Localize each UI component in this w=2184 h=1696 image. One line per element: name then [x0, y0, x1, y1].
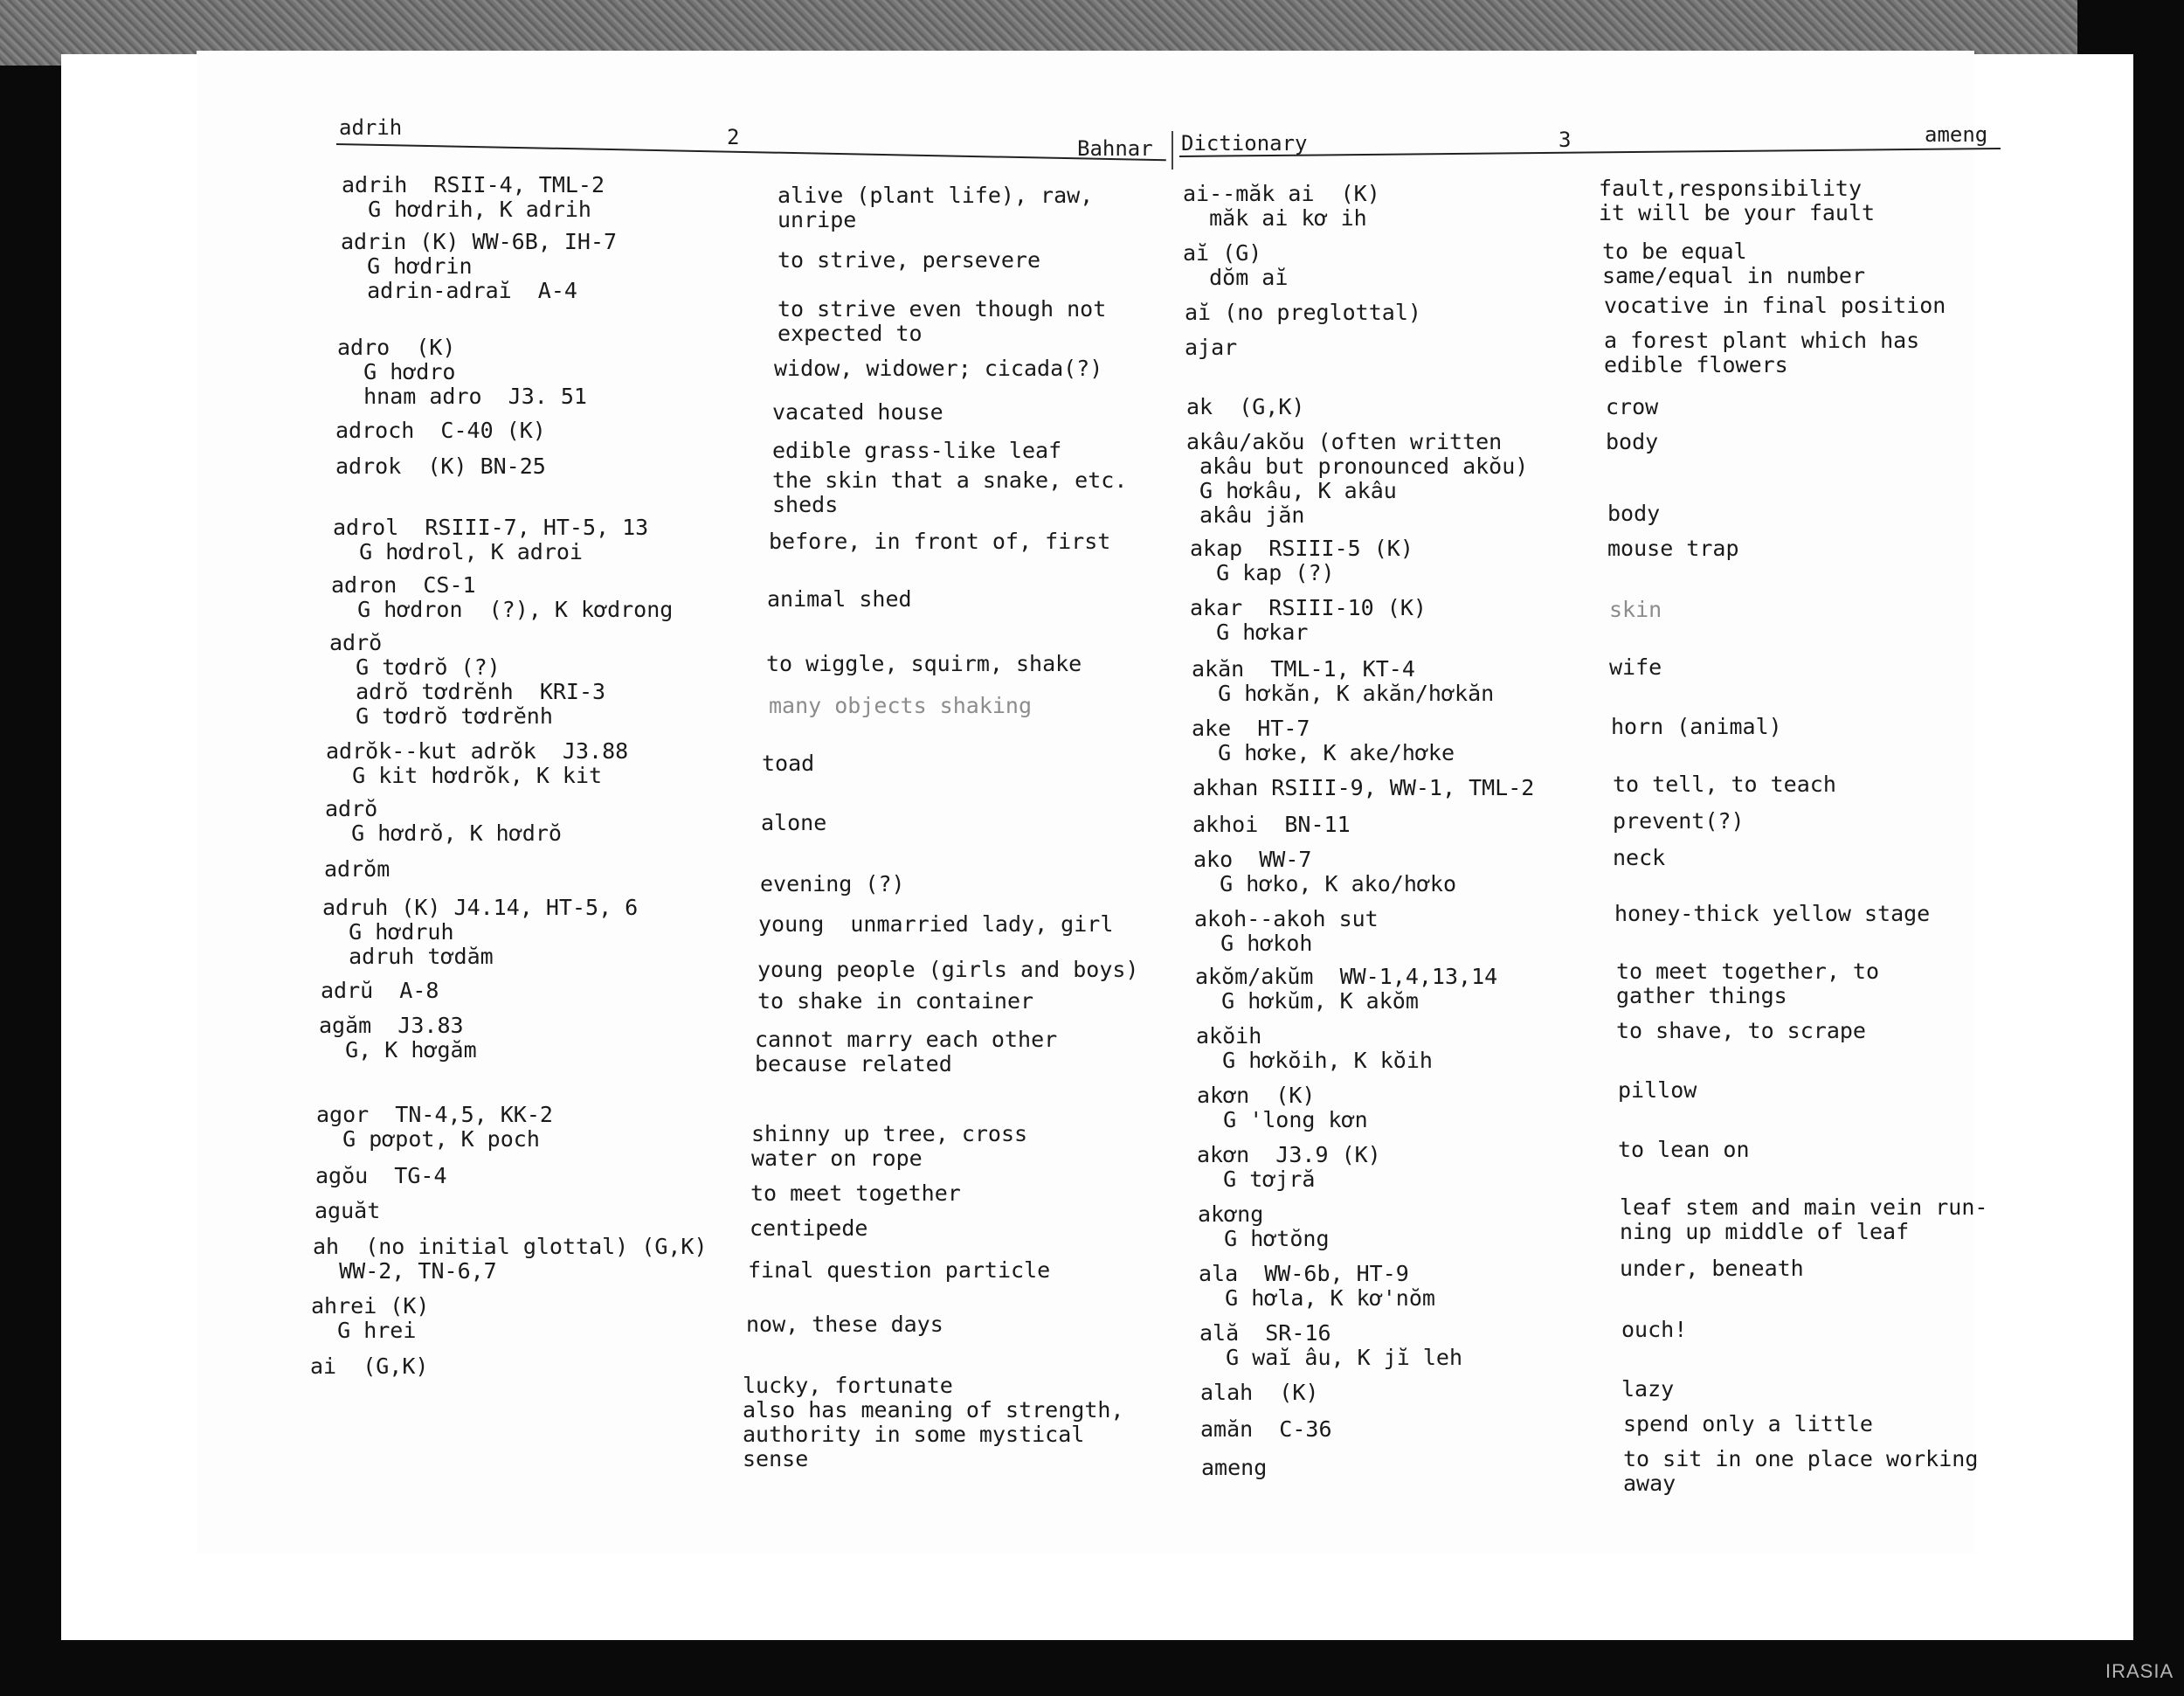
- entry-line: G hơdrih, K adrih: [342, 197, 591, 222]
- entry-line: young unmarried lady, girl: [758, 911, 1114, 937]
- entry-line: ala WW-6b, HT-9: [1199, 1261, 1409, 1286]
- entry-line: ajar: [1185, 335, 1238, 360]
- entry-line: G hơke, K ake/hơke: [1192, 740, 1455, 765]
- definition: [772, 439, 1061, 463]
- entry-line: ameng: [1201, 1455, 1268, 1480]
- definition: [1616, 959, 1879, 1008]
- entry-line: G hrei: [311, 1318, 417, 1343]
- entry-line: lucky, fortunate: [743, 1373, 953, 1398]
- entry-line: adrŭ A-8: [321, 978, 439, 1003]
- entry-line: alive (plant life), raw,: [778, 183, 1094, 208]
- entry-line: because related: [755, 1051, 952, 1076]
- definition: [769, 694, 1032, 718]
- entry-line: water on rope: [751, 1146, 923, 1171]
- definition: [1623, 1447, 1978, 1496]
- entry-line: G hơkoh: [1194, 931, 1313, 956]
- entry-line: it will be your fault: [1599, 200, 1876, 225]
- entry-line: final question particle: [748, 1257, 1051, 1283]
- entry-line: centipede: [750, 1215, 868, 1241]
- dictionary-entry: [310, 1354, 428, 1379]
- entry-line: G hơdrŏ, K hơdrŏ: [325, 820, 562, 846]
- entry-line: adrok (K) BN-25: [335, 453, 546, 479]
- entry-line: body: [1606, 429, 1659, 454]
- entry-line: adrol RSIII-7, HT-5, 13: [333, 515, 649, 540]
- dictionary-entry: [313, 1235, 708, 1284]
- entry-line: before, in front of, first: [769, 529, 1111, 554]
- entry-line: lazy: [1621, 1376, 1675, 1402]
- definition: [750, 1181, 961, 1206]
- running-head-right: ameng: [1925, 122, 1988, 147]
- entry-line: now, these days: [746, 1312, 943, 1337]
- entry-line: G kit hơdrŏk, K kit: [326, 763, 603, 788]
- entry-line: the skin that a snake, etc.: [772, 467, 1128, 493]
- entry-line: ai (G,K): [310, 1353, 429, 1379]
- entry-line: G waĭ âu, K jĭ leh: [1199, 1345, 1463, 1370]
- entry-line: G hơtŏng: [1198, 1226, 1330, 1251]
- definition: [748, 1258, 1050, 1283]
- entry-line: vocative in final position: [1604, 293, 1946, 318]
- entry-line: adroch C-40 (K): [335, 418, 546, 443]
- entry-line: adrŏk--kut adrŏk J3.88: [326, 738, 629, 764]
- entry-line: crow: [1606, 394, 1659, 419]
- dictionary-entry: [1192, 716, 1455, 765]
- entry-line: to meet together, to: [1616, 959, 1880, 984]
- entry-line: aguăt: [314, 1198, 381, 1223]
- definition: [1613, 772, 1836, 797]
- dictionary-entry: [1200, 1381, 1318, 1405]
- entry-line: dŏm aĭ: [1183, 265, 1289, 290]
- dictionary-entry: [321, 979, 439, 1003]
- entry-line: honey-thick yellow stage: [1614, 901, 1931, 926]
- entry-line: adrŏm: [324, 856, 390, 882]
- dictionary-entry: [1196, 1024, 1433, 1073]
- entry-line: skin: [1609, 597, 1662, 622]
- page-number-left: 2: [727, 125, 740, 149]
- entry-line: sense: [743, 1446, 809, 1471]
- entry-line: G tơjră: [1197, 1166, 1316, 1192]
- entry-line: ning up middle of leaf: [1620, 1219, 1910, 1244]
- entry-line: to strive even though not: [778, 296, 1107, 322]
- definition: [746, 1312, 943, 1337]
- entry-line: akŏih: [1196, 1023, 1262, 1049]
- entry-line: G hơkŭm, K akŏm: [1195, 988, 1419, 1014]
- entry-line: to strive, persevere: [778, 247, 1041, 273]
- definition: [750, 1216, 867, 1241]
- entry-line: G hơla, K kơ'nŏm: [1199, 1285, 1435, 1311]
- entry-line: also has meaning of strength,: [743, 1397, 1124, 1423]
- dictionary-entry: [326, 739, 628, 788]
- definition: [1623, 1412, 1873, 1436]
- dictionary-entry: [316, 1103, 553, 1152]
- dictionary-entry: [1197, 1083, 1368, 1132]
- entry-line: cannot marry each other: [755, 1027, 1058, 1052]
- dictionary-entry: [1199, 1321, 1462, 1370]
- entry-line: edible flowers: [1604, 352, 1788, 377]
- entry-line: adrin (K) WW-6B, IH-7: [341, 229, 618, 254]
- entry-line: under, beneath: [1620, 1256, 1804, 1281]
- entry-line: G hơko, K ako/hơko: [1193, 871, 1457, 896]
- entry-line: ake HT-7: [1192, 716, 1310, 741]
- entry-line: adrin-adraĭ A-4: [341, 278, 577, 303]
- definition: [1614, 902, 1930, 926]
- entry-line: body: [1607, 501, 1661, 526]
- entry-line: akar RSIII-10 (K): [1190, 595, 1427, 620]
- entry-line: G hơdrol, K adroi: [333, 539, 583, 564]
- entry-line: adron CS-1: [331, 572, 476, 598]
- definition: [760, 872, 905, 896]
- entry-line: hnam adro J3. 51: [337, 384, 587, 409]
- entry-line: fault,responsibility: [1599, 176, 1863, 201]
- entry-line: ah (no initial glottal) (G,K): [313, 1234, 708, 1259]
- dictionary-entry: [1199, 1262, 1435, 1311]
- entry-line: WW-2, TN-6,7: [313, 1258, 497, 1284]
- definition: [1621, 1318, 1687, 1342]
- definition: [1604, 329, 1919, 377]
- dictionary-entry: [1197, 1143, 1381, 1192]
- entry-line: G hơdro: [337, 359, 456, 384]
- definition: [778, 297, 1106, 346]
- dictionary-entry: [335, 419, 546, 443]
- entry-line: to tell, to teach: [1613, 772, 1836, 797]
- definition: [1606, 395, 1658, 419]
- definition: [757, 989, 1033, 1014]
- definition: [1620, 1256, 1804, 1281]
- definition: [767, 587, 912, 612]
- definition: [1606, 430, 1658, 454]
- entry-line: agŏu TG-4: [315, 1163, 447, 1188]
- page2-headword-column: [310, 173, 729, 1396]
- entry-line: horn (animal): [1611, 714, 1782, 739]
- definition: [1611, 715, 1782, 739]
- entry-line: prevent(?): [1613, 808, 1745, 834]
- entry-line: G hơkâu, K akâu: [1186, 478, 1397, 503]
- entry-line: adruh (K) J4.14, HT-5, 6: [322, 895, 639, 920]
- entry-line: adro (K): [337, 335, 456, 360]
- entry-line: toad: [762, 751, 815, 776]
- dictionary-entry: [1190, 536, 1413, 585]
- dictionary-entry: [1185, 301, 1421, 325]
- definition: [758, 912, 1113, 937]
- entry-line: G 'long kơn: [1197, 1107, 1368, 1132]
- entry-line: to wiggle, squirm, shake: [766, 651, 1082, 676]
- page3-headword-column: [1181, 182, 1600, 1492]
- dictionary-entry: [1192, 776, 1534, 800]
- entry-line: adrŏ: [325, 796, 378, 821]
- entry-line: akơn (K): [1197, 1083, 1316, 1108]
- entry-line: ai--măk ai (K): [1183, 181, 1380, 206]
- entry-line: ală SR-16: [1199, 1320, 1331, 1346]
- dictionary-entry: [333, 516, 648, 564]
- dictionary-entry: [1186, 395, 1304, 419]
- entry-line: ako WW-7: [1193, 847, 1312, 872]
- entry-line: G tơdrŏ tơdrĕnh: [329, 703, 553, 729]
- entry-line: adrŏ tơdrĕnh KRI-3: [329, 679, 606, 704]
- entry-line: edible grass-like leaf: [772, 438, 1062, 463]
- dictionary-entry: [1201, 1456, 1267, 1480]
- dictionary-entry: [319, 1014, 477, 1063]
- entry-line: alone: [761, 810, 827, 835]
- page-number-right: 3: [1559, 128, 1572, 152]
- dictionary-entry: [1183, 182, 1380, 231]
- definition: [772, 400, 943, 425]
- definition: [772, 468, 1127, 517]
- dictionary-entry: [341, 230, 617, 303]
- title-bahnar: Bahnar: [1077, 136, 1153, 161]
- entry-line: ouch!: [1621, 1317, 1688, 1342]
- entry-line: agăm J3.83: [319, 1013, 464, 1038]
- entry-line: aĭ (G): [1183, 240, 1262, 266]
- dictionary-entry: [1185, 336, 1237, 360]
- definition: [766, 652, 1082, 676]
- entry-line: akâu jăn: [1186, 502, 1305, 528]
- entry-line: akhan RSIII-9, WW-1, TML-2: [1192, 775, 1535, 800]
- entry-line: wife: [1609, 654, 1662, 680]
- dictionary-entry: [1194, 907, 1379, 956]
- dictionary-entry: [315, 1164, 447, 1188]
- definition: [1618, 1078, 1697, 1103]
- entry-line: akŏm/akŭm WW-1,4,13,14: [1195, 964, 1498, 989]
- dictionary-entry: [311, 1294, 429, 1343]
- dictionary-entry: [329, 631, 605, 729]
- entry-line: to sit in one place working: [1623, 1446, 1979, 1471]
- dictionary-entry: [331, 573, 673, 622]
- definition: [1620, 1195, 1987, 1244]
- page3-definition-column: [1599, 177, 2040, 1505]
- definition: [757, 958, 1139, 982]
- page-divider: [1171, 131, 1173, 170]
- entry-line: vacated house: [772, 399, 943, 425]
- entry-line: G hơkăn, K akăn/hơkăn: [1192, 681, 1495, 706]
- entry-line: to shave, to scrape: [1616, 1018, 1866, 1043]
- definition: [1607, 502, 1660, 526]
- definition: [769, 530, 1110, 554]
- entry-line: adrŏ: [329, 630, 383, 655]
- entry-line: sheds: [772, 492, 839, 517]
- dictionary-entry: [322, 896, 638, 969]
- dictionary-entry: [1198, 1202, 1330, 1251]
- page2-definition-column: [743, 183, 1171, 1477]
- entry-line: animal shed: [767, 586, 912, 612]
- definition: [1609, 655, 1662, 680]
- entry-line: evening (?): [760, 871, 905, 896]
- dictionary-entry: [1183, 241, 1288, 290]
- running-head-left: adrih: [339, 115, 403, 140]
- entry-line: to lean on: [1618, 1137, 1750, 1162]
- entry-line: pillow: [1618, 1077, 1697, 1103]
- entry-line: adruh tơdăm: [322, 944, 494, 969]
- entry-line: agor TN-4,5, KK-2: [316, 1102, 553, 1127]
- entry-line: ak (G,K): [1186, 394, 1305, 419]
- entry-line: G hơdron (?), K kơdrong: [331, 597, 674, 622]
- title-dictionary: Dictionary: [1181, 131, 1308, 156]
- definition: [778, 248, 1040, 273]
- entry-line: widow, widower; cicada(?): [774, 356, 1103, 381]
- entry-line: mouse trap: [1607, 536, 1739, 561]
- definition: [755, 1028, 1057, 1076]
- entry-line: G hơdruh: [322, 919, 454, 945]
- entry-line: young people (girls and boys): [757, 957, 1139, 982]
- entry-line: akoh--akoh sut: [1194, 906, 1379, 931]
- entry-line: G pơpot, K poch: [316, 1126, 540, 1152]
- entry-line: amăn C-36: [1200, 1416, 1332, 1442]
- entry-line: many objects shaking: [769, 693, 1033, 718]
- entry-line: shinny up tree, cross: [751, 1121, 1028, 1146]
- entry-line: G hơkar: [1190, 620, 1309, 645]
- entry-line: leaf stem and main vein run-: [1620, 1194, 1988, 1220]
- dictionary-entry: [1190, 596, 1427, 645]
- entry-line: to be equal: [1602, 239, 1747, 264]
- entry-line: G, K hơgăm: [319, 1037, 477, 1063]
- definition: [1621, 1377, 1674, 1402]
- archive-watermark: IRASIA: [2105, 1660, 2174, 1682]
- entry-line: same/equal in number: [1602, 263, 1866, 288]
- entry-line: a forest plant which has: [1604, 328, 1920, 353]
- entry-line: unripe: [778, 207, 857, 232]
- definition: [1613, 846, 1665, 870]
- definition: [1613, 809, 1745, 834]
- entry-line: G hơdrin: [341, 253, 473, 279]
- entry-line: expected to: [778, 321, 923, 346]
- entry-line: akâu but pronounced akŏu): [1186, 453, 1529, 479]
- entry-line: akhoi BN-11: [1192, 812, 1351, 837]
- dictionary-entry: [1186, 430, 1528, 528]
- dictionary-entry: [314, 1199, 380, 1223]
- entry-line: ahrei (K): [311, 1293, 430, 1319]
- definition: [751, 1122, 1027, 1171]
- entry-line: akap RSIII-5 (K): [1190, 536, 1413, 561]
- entry-line: adrih RSII-4, TML-2: [342, 172, 605, 197]
- entry-line: akơn J3.9 (K): [1197, 1142, 1381, 1167]
- dictionary-entry: [337, 336, 587, 409]
- definition: [774, 357, 1102, 381]
- entry-line: aĭ (no preglottal): [1185, 300, 1421, 325]
- entry-line: spend only a little: [1623, 1411, 1873, 1436]
- dictionary-entry: [342, 173, 605, 222]
- entry-line: gather things: [1616, 983, 1787, 1008]
- dictionary-entry: [1192, 657, 1494, 706]
- definition: [778, 183, 1093, 232]
- definition: [762, 751, 814, 776]
- dictionary-entry: [335, 454, 546, 479]
- entry-line: G hơkŏih, K kŏih: [1196, 1048, 1433, 1073]
- entry-line: akăn TML-1, KT-4: [1192, 656, 1415, 682]
- definition: [743, 1374, 1124, 1471]
- entry-line: neck: [1613, 845, 1666, 870]
- entry-line: akơng: [1198, 1201, 1264, 1227]
- entry-line: to shake in container: [757, 988, 1034, 1014]
- definition: [1599, 177, 1875, 225]
- entry-line: to meet together: [750, 1180, 961, 1206]
- definition: [1609, 598, 1662, 622]
- entry-line: authority in some mystical: [743, 1422, 1085, 1447]
- definition: [1602, 239, 1865, 288]
- definition: [1604, 294, 1946, 318]
- dictionary-entry: [1192, 813, 1351, 837]
- dictionary-entry: [1193, 848, 1456, 896]
- entry-line: akâu/akŏu (often written: [1186, 429, 1503, 454]
- entry-line: alah (K): [1200, 1380, 1319, 1405]
- dictionary-entry: [325, 797, 562, 846]
- entry-line: G tơdrŏ (?): [329, 654, 501, 680]
- definition: [761, 811, 826, 835]
- definition: [1618, 1138, 1750, 1162]
- entry-line: away: [1623, 1471, 1676, 1496]
- definition: [1607, 536, 1739, 561]
- dictionary-entry: [1195, 965, 1497, 1014]
- definition: [1616, 1019, 1866, 1043]
- entry-line: măk ai kơ ih: [1183, 205, 1367, 231]
- dictionary-entry: [1200, 1417, 1332, 1442]
- entry-line: G kap (?): [1190, 560, 1335, 585]
- dictionary-entry: [324, 857, 390, 882]
